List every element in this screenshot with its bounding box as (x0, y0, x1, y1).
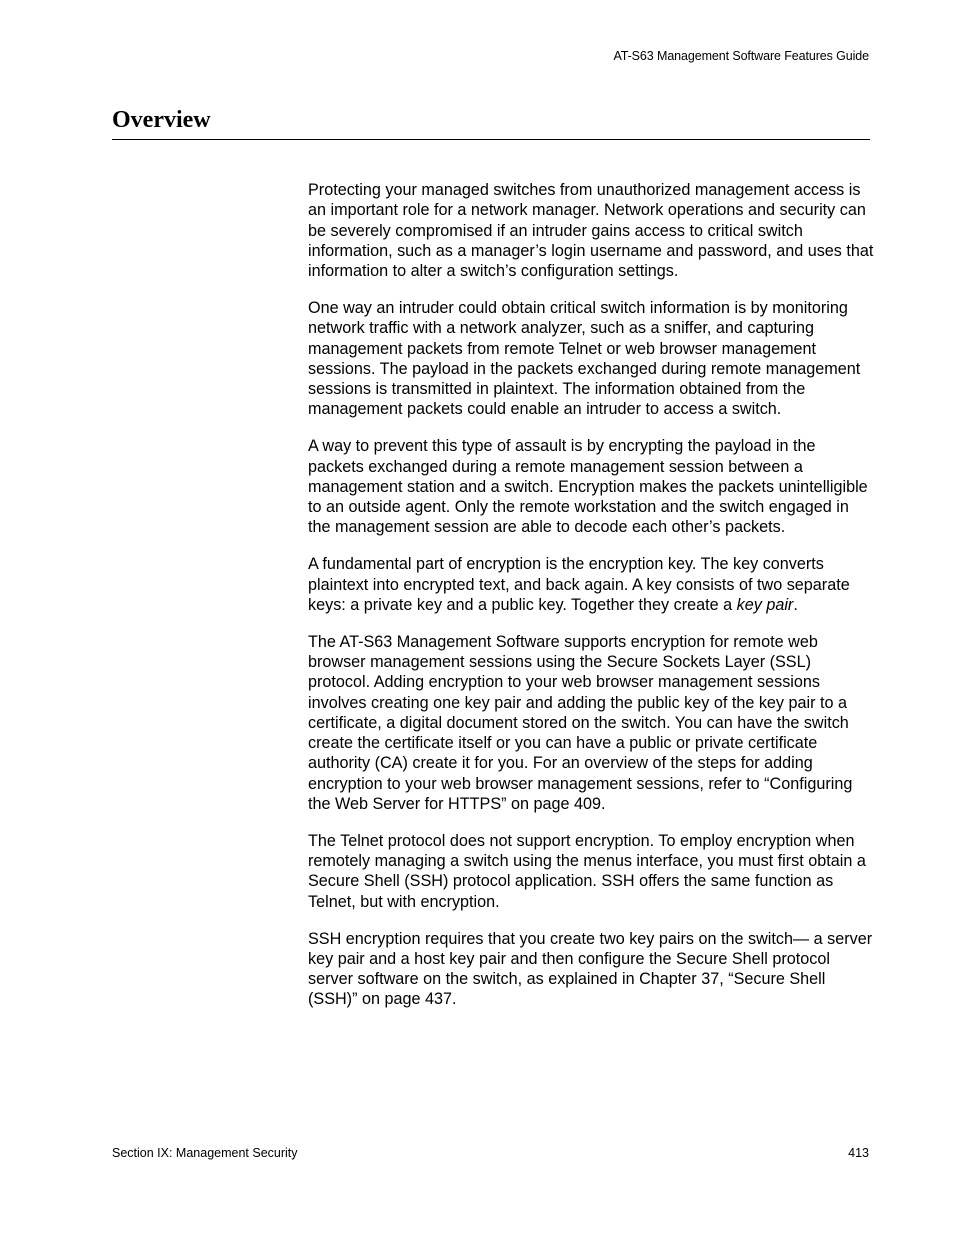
running-header: AT-S63 Management Software Features Guide (613, 49, 869, 63)
title-divider (112, 139, 870, 140)
body-text (308, 180, 874, 1026)
paragraph-intro: Protecting your managed switches from unauthorized management access is an important role for a network manager. Network operations and security can be severely compromised if an intruder gains access to critical switch information, such as a manager’s login username and password, and uses that information to alter a switch’s configuration settings. (308, 181, 874, 281)
paragraph-encryption-key-text: A fundamental part of encryption is the encryption key. The key converts plaintext into encrypted text, and back again. A key consists of two separate keys: a private key and a public key. Together they create a (308, 555, 850, 614)
paragraph-intruder: One way an intruder could obtain critical switch information is by monitoring network traffic with a network analyzer, such as a sniffer, and capturing management packets from remote Telnet or web browser management sessions. The payload in the packets exchanged during remote management sessions is transmitted in plaintext. The information obtained from the management packets could enable an intruder to access a switch. (308, 298, 861, 419)
key-pair-term: key pair (736, 595, 794, 614)
paragraph-ssh: SSH encryption requires that you create two key pairs on the switch— a server key pair and a host key pair and then configure the Secure Shell protocol server software on the switch, as explained in Chapter 37, “Secure Shell (SSH)” on page 437. (308, 929, 873, 1009)
footer-section-label: Section IX: Management Security (112, 1146, 298, 1160)
paragraph-prevention: A way to prevent this type of assault is by encrypting the payload in the packets exchanged during a remote management session between a management station and a switch. Encryption makes the packets unintelligible to an outside agent. Only the remote workstation and the switch engaged in the management session are able to decode each other’s packets. (308, 437, 868, 537)
paragraph-ssl: The AT-S63 Management Software supports encryption for remote web browser management sessions using the Secure Sockets Layer (SSL) protocol. Adding encryption to your web browser management sessions involves creating one key pair and adding the public key of the key pair to a certificate, a digital document stored on the switch. You can have the switch create the certificate itself or you can have a public or private certificate authority (CA) create it for you. For an overview of the steps for adding encryption to your web browser management sessions, refer to “Configuring the Web Server for HTTPS” on page 409. (308, 632, 853, 814)
paragraph-encryption-key-end: . (793, 595, 798, 614)
page-title: Overview (112, 107, 211, 133)
paragraph-telnet: The Telnet protocol does not support encryption. To employ encryption when remotely managing a switch using the menus interface, you must first obtain a Secure Shell (SSH) protocol application. SSH offers the same function as Telnet, but with encryption. (308, 831, 866, 911)
footer-page-number: 413 (848, 1146, 869, 1160)
paragraph-encryption-key (308, 554, 874, 615)
